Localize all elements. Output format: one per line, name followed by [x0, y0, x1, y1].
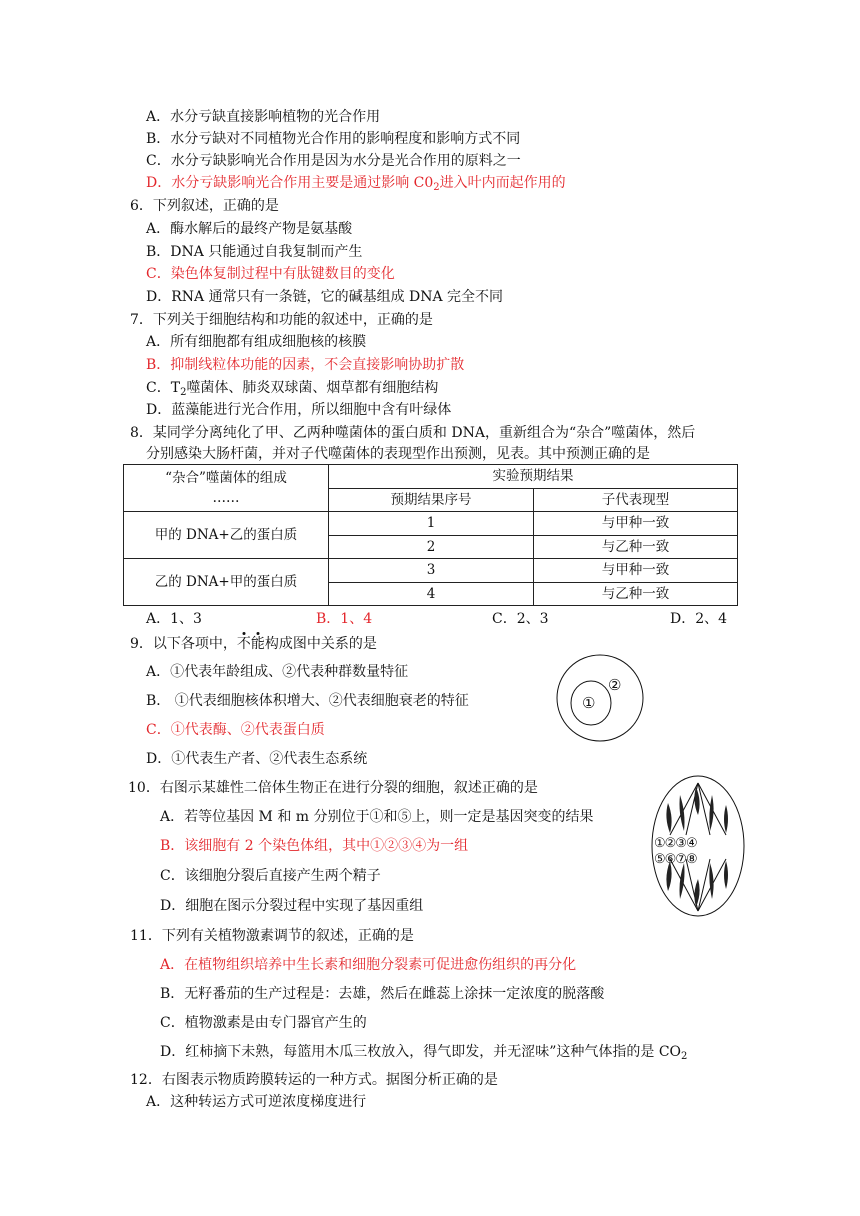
q10-figure-labels-row1: ①②③④: [654, 836, 697, 851]
q11-stem: 11．下列有关植物激素调节的叙述，正确的是: [130, 928, 414, 944]
q7-option-c: C．$T_2$噬菌体、肺炎双球菌、烟草都有细胞结构: [146, 380, 439, 398]
table-cell-number: 3: [329, 559, 534, 583]
q9-option-d: D．①代表生产者、②代表生态系统: [146, 751, 368, 767]
table-cell-combo: 甲的 DNA+乙的蛋白质: [124, 512, 329, 559]
q10-stem: 10．右图示某雄性二倍体生物正在进行分裂的细胞，叙述正确的是: [128, 780, 538, 796]
table-cell-combo: 乙的 DNA+甲的蛋白质: [124, 559, 329, 606]
q11-option-b: B．无籽番茄的生产过程是：去雄，然后在雌蕊上涂抹一定浓度的脱落酸: [160, 986, 605, 1002]
q10-option-b: B．该细胞有 2 个染色体组，其中①②③④为一组: [160, 838, 469, 854]
q5-option-c: C．水分亏缺影响光合作用是因为水分是光合作用的原料之一: [146, 153, 521, 169]
q8-stem-line2: 分别感染大肠杆菌，并对子代噬菌体的表现型作出预测，见表。其中预测正确的是: [146, 446, 650, 462]
q10-option-d: D．细胞在图示分裂过程中实现了基因重组: [160, 898, 424, 914]
q8-option-a: A．1、3: [146, 611, 202, 627]
table-header-composition: “杂合”噬菌体的组成 ……: [124, 465, 329, 512]
table-cell-phenotype: 与甲种一致: [534, 559, 738, 583]
q10-option-a: A．若等位基因 M 和 m 分别位于①和⑤上，则一定是基因突变的结果: [160, 809, 594, 825]
table-header-expected-results: 实验预期结果: [329, 465, 738, 489]
q11-option-c: C．植物激素是由专门器官产生的: [160, 1015, 367, 1031]
q5-option-b: B．水分亏缺对不同植物光合作用的影响程度和影响方式不同: [146, 131, 521, 147]
q8-option-b: B．1、4: [316, 611, 373, 627]
q5-option-a: A．水分亏缺直接影响植物的光合作用: [146, 109, 381, 125]
q11-option-a: A．在植物组织培养中生长素和细胞分裂素可促进愈伤组织的再分化: [160, 957, 577, 973]
q10-figure-labels-row2: ⑤⑥⑦⑧: [654, 852, 697, 867]
q12-option-a: A．这种转运方式可逆浓度梯度进行: [146, 1094, 367, 1110]
q8-option-d: D．2、4: [670, 611, 728, 627]
q9-option-b: B． ①代表细胞核体积增大、②代表细胞衰老的特征: [146, 693, 469, 709]
q9-nested-circles-diagram: [555, 653, 645, 743]
q8-stem-line1: 8．某同学分离纯化了甲、乙两种噬菌体的蛋白质和 DNA，重新组合为“杂合”噬菌体，然后: [130, 425, 696, 441]
q11-option-d: D．红柿摘下未熟，每篮用木瓜三枚放入，得气即发，并无涩味”这种气体指的是 $CO_2$: [160, 1044, 688, 1062]
q5-option-d: D．水分亏缺影响光合作用主要是通过影响 $C0_2$进入叶内而起作用的: [146, 175, 566, 193]
q7-option-b: B．抑制线粒体功能的因素，不会直接影响协助扩散: [146, 357, 465, 373]
table-cell-phenotype: 与乙种一致: [534, 535, 738, 559]
q6-stem: 6．下列叙述，正确的是: [130, 198, 279, 214]
q6-option-b: B．DNA 只能通过自我复制而产生: [146, 244, 363, 260]
q9-figure-label-outer: ②: [608, 676, 622, 694]
q8-prediction-table: [123, 464, 738, 606]
q9-figure-label-inner: ①: [582, 694, 596, 712]
table-cell-number: 4: [329, 582, 534, 606]
q9-option-c: C．①代表酶、②代表蛋白质: [146, 722, 325, 738]
q10-option-c: C．该细胞分裂后直接产生两个精子: [160, 868, 381, 884]
q9-option-a: A．①代表年龄组成、②代表种群数量特征: [146, 664, 409, 680]
q12-stem: 12．右图表示物质跨膜转运的一种方式。据图分析正确的是: [130, 1072, 498, 1088]
q9-stem: 9．以下各项中，不能构成图中关系的是: [130, 636, 377, 652]
q7-stem: 7．下列关于细胞结构和功能的叙述中，正确的是: [130, 312, 433, 328]
table-header-result-number: 预期结果序号: [329, 488, 534, 512]
q8-option-c: C．2、3: [492, 611, 549, 627]
q7-option-a: A．所有细胞都有组成细胞核的核膜: [146, 334, 367, 350]
table-header-phenotype: 子代表现型: [534, 488, 738, 512]
q6-option-c: C．染色体复制过程中有肽键数目的变化: [146, 266, 395, 282]
table-cell-phenotype: 与乙种一致: [534, 582, 738, 606]
q7-option-d: D．蓝藻能进行光合作用，所以细胞中含有叶绿体: [146, 402, 452, 418]
table-cell-number: 1: [329, 512, 534, 536]
table-cell-number: 2: [329, 535, 534, 559]
q6-option-d: D．RNA 通常只有一条链，它的碱基组成 DNA 完全不同: [146, 289, 504, 305]
table-cell-phenotype: 与甲种一致: [534, 512, 738, 536]
q6-option-a: A．酶水解后的最终产物是氨基酸: [146, 221, 353, 237]
